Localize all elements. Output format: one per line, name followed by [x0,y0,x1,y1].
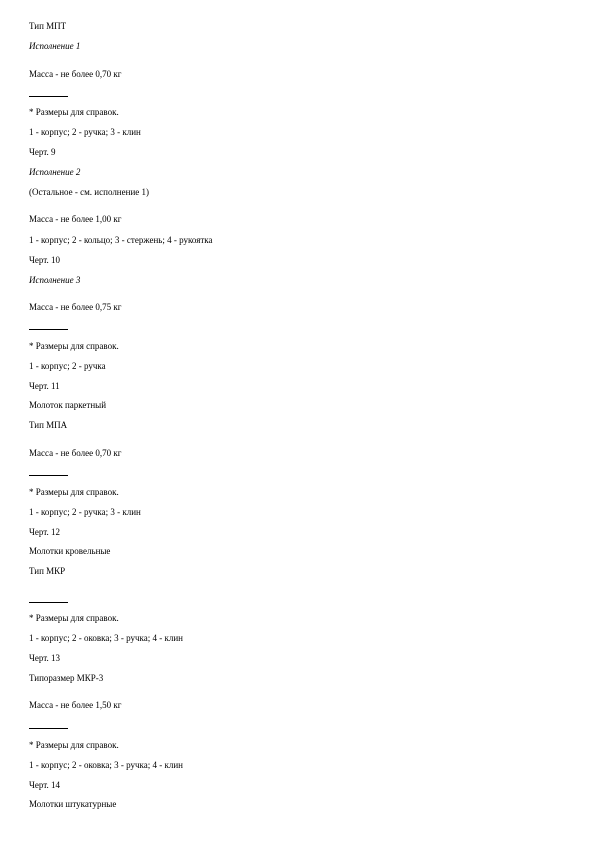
variant-heading: Исполнение 3 [29,275,81,285]
footnote: * Размеры для справок. [29,740,119,750]
section-heading: Молоток паркетный [29,400,107,410]
footnote-separator [29,728,68,729]
drawing-caption: Черт. 9 [29,147,56,157]
parts-list: 1 - корпус; 2 - ручка; 3 - клин [29,507,141,517]
mass-note: Масса - не более 1,50 кг [29,700,122,710]
drawing-caption: Черт. 10 [29,255,60,265]
footnote: * Размеры для справок. [29,107,119,117]
variant-note: (Остальное - см. исполнение 1) [29,187,149,197]
type-label: Тип МПА [29,420,68,430]
mass-note: Масса - не более 0,70 кг [29,448,122,458]
mass-note: Масса - не более 1,00 кг [29,214,122,224]
mass-note: Масса - не более 0,75 кг [29,302,122,312]
parts-list: 1 - корпус; 2 - оковка; 3 - ручка; 4 - клин [29,633,183,643]
drawing-caption: Черт. 11 [29,381,60,391]
parts-list: 1 - корпус; 2 - оковка; 3 - ручка; 4 - клин [29,760,183,770]
type-label: Тип МКР [29,566,66,576]
parts-list: 1 - корпус; 2 - кольцо; 3 - стержень; 4 - рукоятка [29,235,213,245]
drawing-caption: Черт. 13 [29,653,60,663]
drawing-caption: Черт. 14 [29,780,60,790]
parts-list: 1 - корпус; 2 - ручка [29,361,106,371]
footnote-separator [29,96,68,97]
footnote-separator [29,475,68,476]
drawing-caption: Черт. 12 [29,527,60,537]
section-heading: Молотки кровельные [29,546,111,556]
footnote: * Размеры для справок. [29,341,119,351]
parts-list: 1 - корпус; 2 - ручка; 3 - клин [29,127,141,137]
footnote-separator [29,329,68,330]
mass-note: Масса - не более 0,70 кг [29,69,122,79]
type-size-label: Типоразмер МКР-3 [29,673,104,683]
section-heading: Молотки штукатурные [29,799,117,809]
footnote: * Размеры для справок. [29,613,119,623]
footnote-separator [29,602,68,603]
variant-heading: Исполнение 2 [29,167,81,177]
type-label: Тип МПТ [29,21,67,31]
footnote: * Размеры для справок. [29,487,119,497]
variant-heading: Исполнение 1 [29,41,81,51]
